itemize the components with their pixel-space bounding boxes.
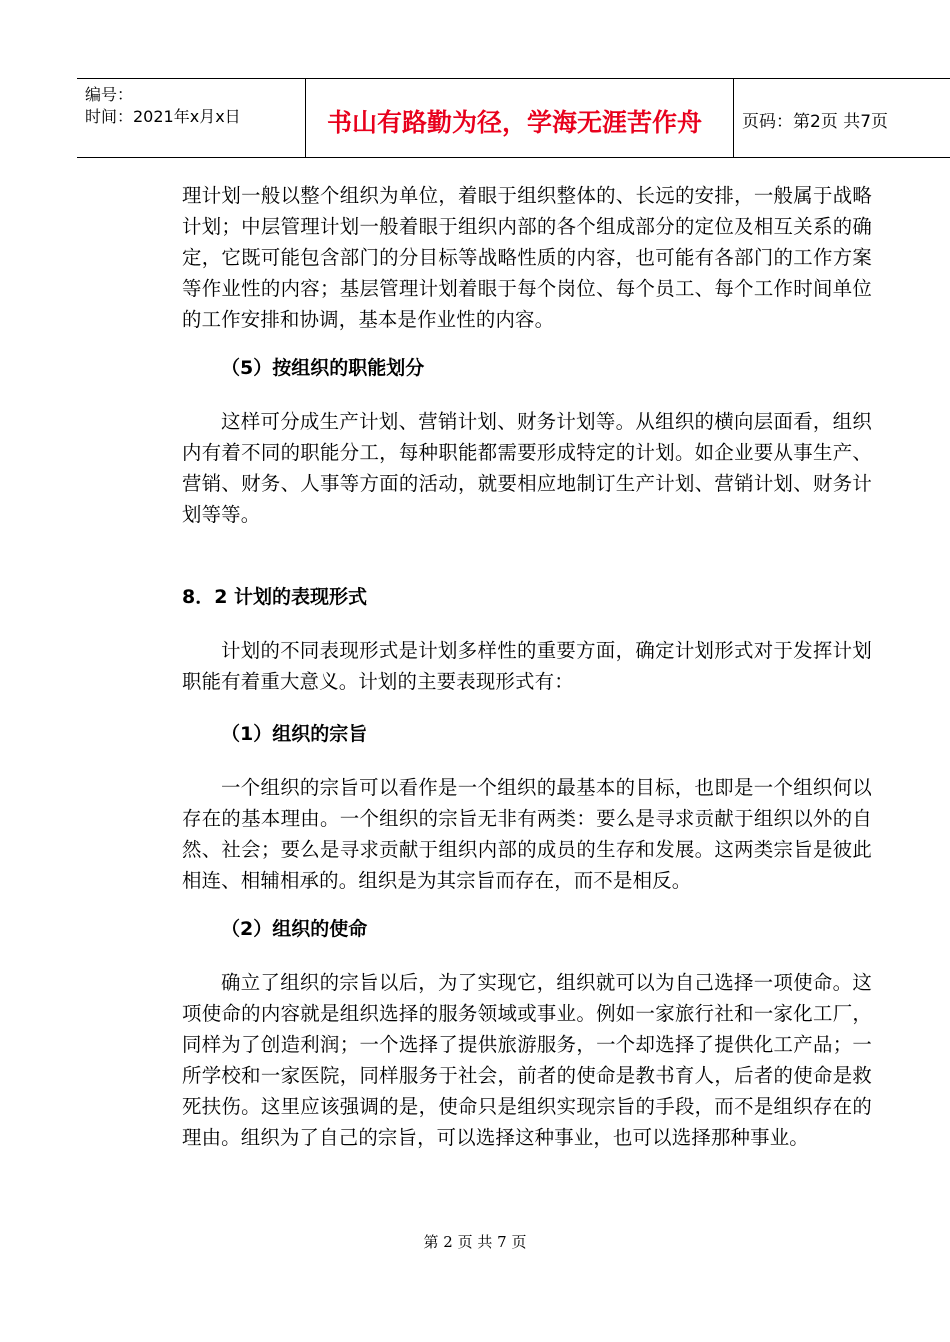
header-motto-cell	[306, 79, 734, 157]
heading-organization-mission: （2）组织的使命	[221, 918, 368, 940]
heading-organization-purpose: （1）组织的宗旨	[221, 723, 368, 745]
page-header	[77, 78, 950, 158]
paragraph-plan-forms-intro: 计划的不同表现形式是计划多样性的重要方面，确定计划形式对于发挥计划职能有着重大意义。计划的主要表现形式有：	[182, 639, 872, 693]
paragraph-management-levels: 理计划一般以整个组织为单位，着眼于组织整体的、长远的安排，一般属于战略计划；中层管理计划一般着眼于组织内部的各个组成部分的定位及相互关系的确定，它既可能包含部门的分目标等战略性质的内容，也可能有各部门的工作方案等作业性的内容；基层管理计划着眼于每个岗位、每个员工、每个工作时间单位的工作安排和协调，基本是作业性的内容。	[182, 184, 872, 331]
header-page-info: 页码：第2页 共7页	[742, 112, 889, 132]
paragraph-organization-mission: 确立了组织的宗旨以后，为了实现它，组织就可以为自己选择一项使命。这项使命的内容就是组织选择的服务领域或事业。例如一家旅行社和一家化工厂，同样为了创造利润；一个选择了提供旅游服务，一个却选择了提供化工产品；一所学校和一家医院，同样服务于社会，前者的使命是教书育人，后者的使命是救死扶伤。这里应该强调的是，使命只是组织实现宗旨的手段，而不是组织存在的理由。组织为了自己的宗旨，可以选择这种事业，也可以选择那种事业。	[182, 971, 872, 1149]
paragraph-functional-plans: 这样可分成生产计划、营销计划、财务计划等。从组织的横向层面看，组织内有着不同的职能分工，每种职能都需要形成特定的计划。如企业要从事生产、营销、财务、人事等方面的活动，就要相应地制订生产计划、营销计划、财务计划等等。	[182, 410, 872, 526]
document-time-label: 时间：2021年x月x日	[85, 107, 241, 126]
paragraph-organization-purpose: 一个组织的宗旨可以看作是一个组织的最基本的目标，也即是一个组织何以存在的基本理由。一个组织的宗旨无非有两类：要么是寻求贡献于组织以外的自然、社会；要么是寻求贡献于组织内部的成员的生存和发展。这两类宗旨是彼此相连、相辅相承的。组织是为其宗旨而存在，而不是相反。	[182, 776, 872, 892]
header-meta-cell	[77, 79, 306, 157]
document-body	[182, 180, 872, 1153]
header-page-cell	[734, 79, 950, 157]
document-number-label: 编号：	[85, 85, 134, 104]
page-footer: 第 2 页 共 7 页	[423, 1233, 527, 1251]
section-heading-plan-forms: 8．2 计划的表现形式	[182, 586, 368, 608]
header-motto: 书山有路勤为径，学海无涯苦作舟	[327, 108, 703, 137]
heading-by-function: （5）按组织的职能划分	[221, 357, 425, 379]
